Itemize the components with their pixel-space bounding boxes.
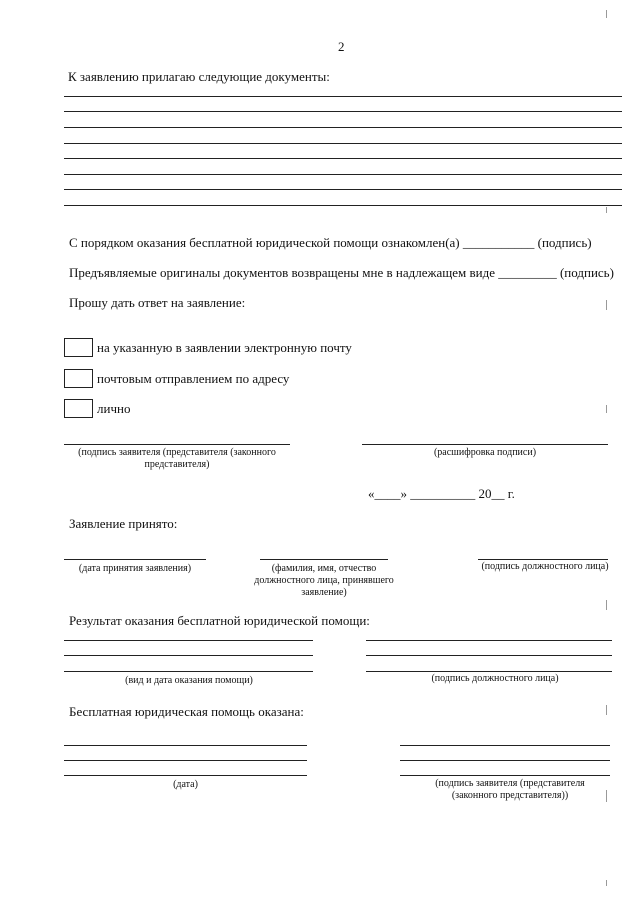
attachments-label: К заявлению прилагаю следующие документы: <box>68 69 330 84</box>
result-signature-line[interactable] <box>366 671 612 672</box>
provided-date-caption: (дата) <box>173 779 198 790</box>
application-accepted-label: Заявление принято: <box>69 516 178 531</box>
provided-date-line[interactable] <box>64 760 307 761</box>
originals-returned-statement: Предъявляемые оригиналы документов возвращены мне в надлежащем виде _________ (подпись) <box>69 265 614 280</box>
acceptance-date-line[interactable] <box>64 559 206 560</box>
reply-post-checkbox[interactable] <box>64 369 93 388</box>
attachment-line[interactable] <box>64 96 622 97</box>
attachment-line[interactable] <box>64 189 622 190</box>
reply-email-checkbox[interactable] <box>64 338 93 357</box>
result-signature-caption: (подпись должностного лица) <box>431 673 559 684</box>
signature-decoding-line[interactable] <box>362 444 608 445</box>
scan-mark <box>606 790 607 802</box>
applicant-signature-caption: (подпись заявителя (представителя (законного представителя) <box>78 447 276 470</box>
applicant-signature-line[interactable] <box>64 444 290 445</box>
official-name-caption: (фамилия, имя, отчество должностного лица, принявшего заявление) <box>254 563 394 598</box>
official-signature-line[interactable] <box>478 559 608 560</box>
attachment-line[interactable] <box>64 127 622 128</box>
scan-mark <box>606 207 607 213</box>
attachment-line[interactable] <box>64 174 622 175</box>
legal-aid-provided-label: Бесплатная юридическая помощь оказана: <box>69 704 304 719</box>
reply-in-person-checkbox[interactable] <box>64 399 93 418</box>
reply-in-person-label: лично <box>97 401 131 416</box>
attachment-line[interactable] <box>64 111 622 112</box>
scan-mark <box>606 405 607 413</box>
result-kind-line[interactable] <box>64 640 313 641</box>
result-kind-line[interactable] <box>64 671 313 672</box>
result-kind-line[interactable] <box>64 655 313 656</box>
page-number: 2 <box>338 39 345 54</box>
acceptance-date-caption: (дата принятия заявления) <box>78 563 192 574</box>
provided-signature-line[interactable] <box>400 775 610 776</box>
attachment-line[interactable] <box>64 143 622 144</box>
reply-email-label: на указанную в заявлении электронную почту <box>97 340 352 355</box>
official-signature-caption: (подпись должностного лица) <box>481 561 609 572</box>
application-date-line[interactable]: «____» __________ 20__ г. <box>368 486 515 501</box>
scan-mark <box>606 705 607 715</box>
attachment-line[interactable] <box>64 158 622 159</box>
signature-decoding-caption: (расшифровка подписи) <box>433 447 537 458</box>
result-signature-line[interactable] <box>366 640 612 641</box>
scan-mark <box>606 10 607 18</box>
provided-date-line[interactable] <box>64 775 307 776</box>
scan-mark <box>606 600 607 610</box>
scan-mark <box>606 880 607 886</box>
reply-post-label: почтовым отправлением по адресу <box>97 371 290 386</box>
reply-method-label: Прошу дать ответ на заявление: <box>69 295 246 310</box>
provided-signature-line[interactable] <box>400 745 610 746</box>
provided-date-line[interactable] <box>64 745 307 746</box>
provided-signature-line[interactable] <box>400 760 610 761</box>
attachment-line[interactable] <box>64 205 622 206</box>
result-signature-line[interactable] <box>366 655 612 656</box>
provided-signature-caption: (подпись заявителя (представителя (законного представителя)) <box>435 778 585 801</box>
familiar-statement: С порядком оказания бесплатной юридической помощи ознакомлен(а) ___________ (подпись) <box>69 235 592 250</box>
result-kind-caption: (вид и дата оказания помощи) <box>125 675 253 686</box>
official-name-line[interactable] <box>260 559 388 560</box>
legal-aid-result-label: Результат оказания бесплатной юридической помощи: <box>69 613 370 628</box>
scan-mark <box>606 300 607 310</box>
